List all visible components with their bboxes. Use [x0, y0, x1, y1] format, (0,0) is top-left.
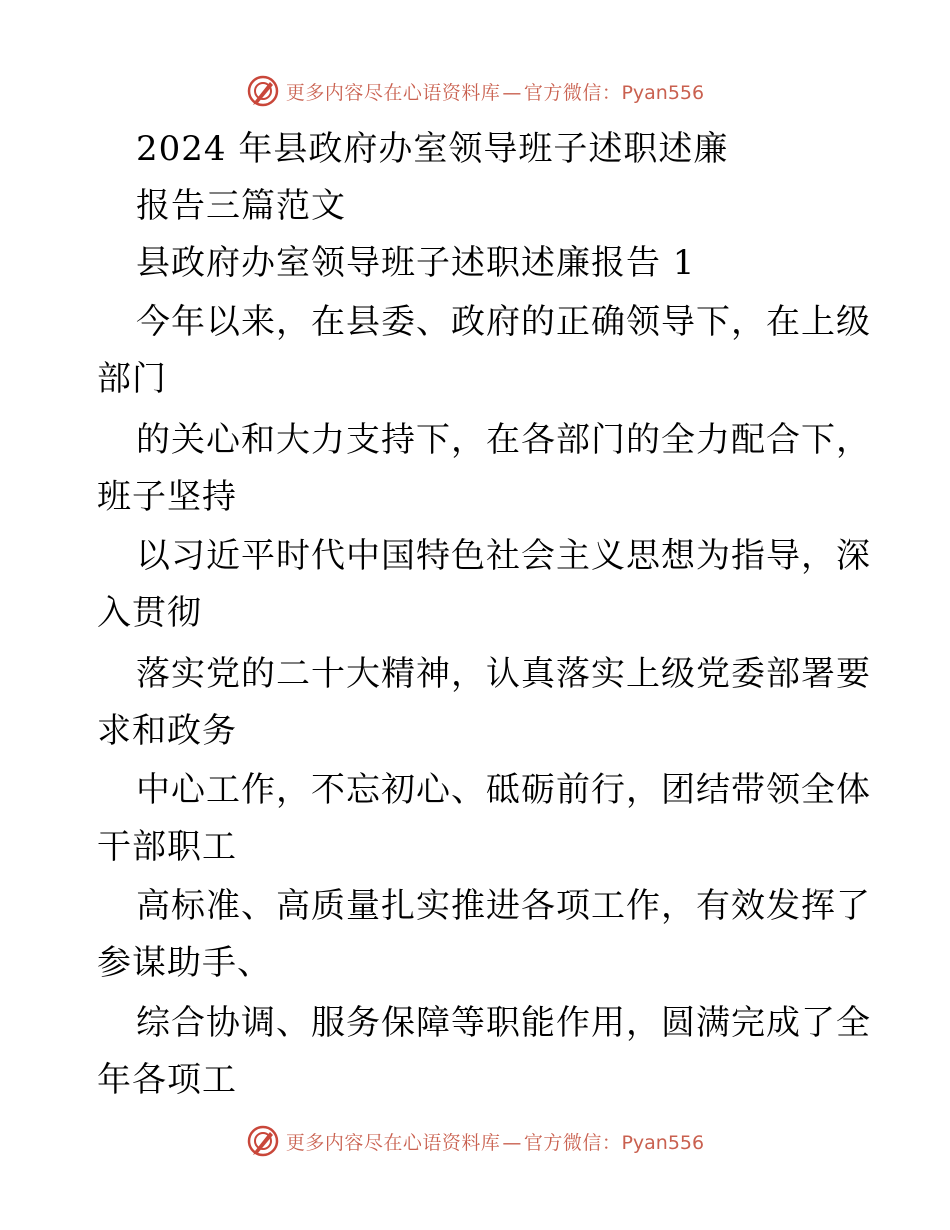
body-line: 参谋助手、: [97, 943, 272, 983]
footer-watermark: [0, 1121, 950, 1161]
pen-logo-icon: [246, 1124, 280, 1158]
body-line: 班子坚持: [97, 477, 237, 517]
body-line: 入贯彻: [97, 593, 202, 633]
watermark-wechat-label: 官方微信：: [523, 1131, 622, 1154]
watermark-text-cn: 更多内容尽在心语资料库: [285, 81, 501, 104]
body-line: 求和政务: [97, 711, 237, 751]
body-line: 年各项工: [97, 1060, 237, 1100]
watermark-text-cn: 更多内容尽在心语资料库: [285, 1131, 501, 1154]
body-line: 中心工作，不忘初心、砥砺前行，团结带领全体: [136, 770, 871, 810]
watermark-separator: —: [502, 1131, 522, 1154]
body-line: 的关心和大力支持下，在各部门的全力配合下，: [136, 420, 871, 460]
document-title-line-1: 2024 年县政府办室领导班子述职述廉: [136, 129, 729, 169]
watermark-wechat-label: 官方微信：: [523, 81, 622, 104]
body-line: 落实党的二十大精神，认真落实上级党委部署要: [136, 654, 871, 694]
body-line: 今年以来，在县委、政府的正确领导下，在上级: [136, 302, 871, 342]
body-line: 综合协调、服务保障等职能作用，圆满完成了全: [136, 1003, 871, 1043]
watermark-separator: —: [502, 81, 522, 104]
watermark-wechat-id: Pyan556: [621, 81, 705, 104]
body-line: 干部职工: [97, 827, 237, 867]
body-line: 部门: [97, 359, 167, 399]
watermark-text: [286, 1128, 704, 1155]
watermark-wechat-id: Pyan556: [621, 1131, 705, 1154]
body-line: 以习近平时代中国特色社会主义思想为指导，深: [136, 536, 871, 576]
section-heading: 县政府办室领导班子述职述廉报告 1: [136, 243, 696, 283]
document-title-line-2: 报告三篇范文: [136, 186, 346, 226]
body-line: 高标准、高质量扎实推进各项工作，有效发挥了: [136, 886, 871, 926]
